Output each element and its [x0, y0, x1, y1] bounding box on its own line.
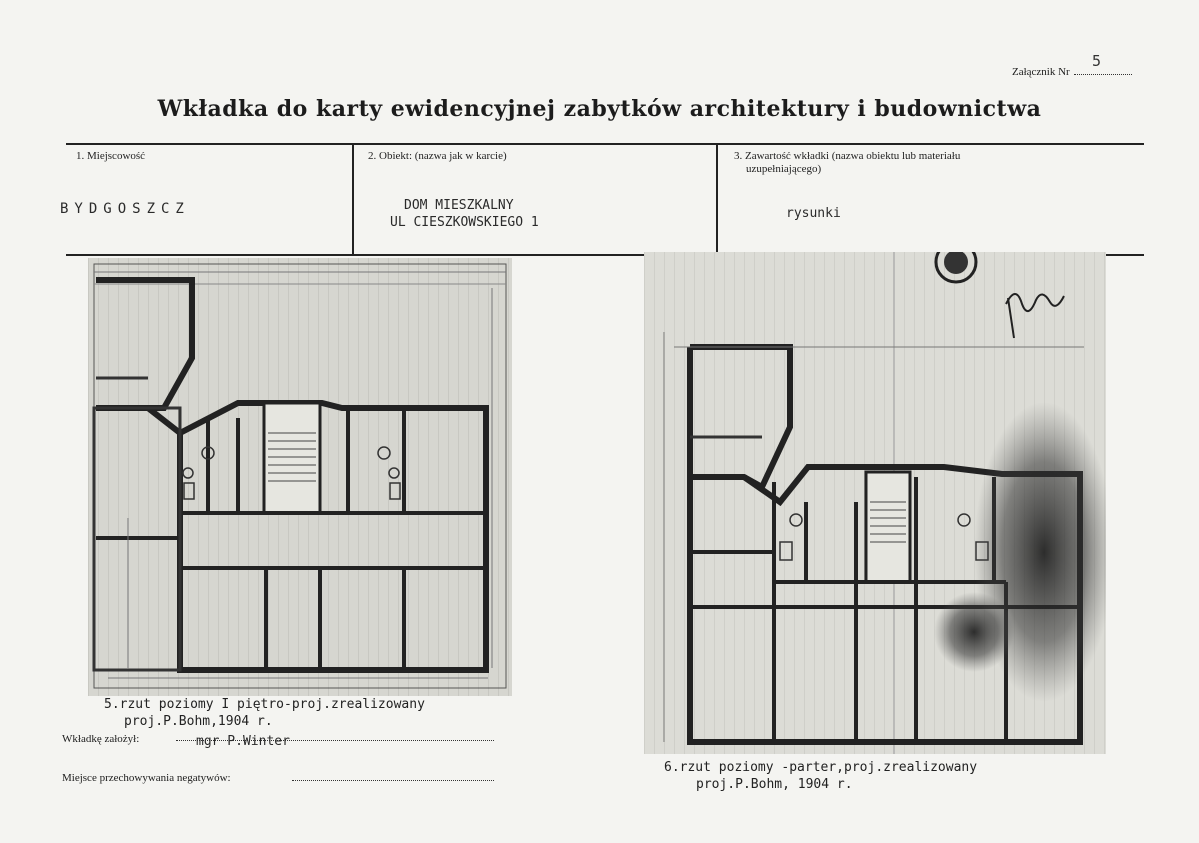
annex-dots: [1074, 74, 1132, 75]
founder-label: Wkładkę założył:: [62, 733, 140, 745]
plan-right-caption-line2: proj.P.Bohm, 1904 r.: [696, 777, 853, 792]
plan-left-caption-line1: 5.rzut poziomy I piętro-proj.zrealizowany: [104, 697, 425, 712]
plan-right-caption-line1: 6.rzut poziomy -parter,proj.zrealizowany: [664, 760, 978, 775]
floor-plan-ground-floor: [644, 252, 1106, 754]
column-divider-2: [716, 143, 718, 254]
annex-label: [1012, 66, 1132, 78]
contents-label-line1: 3. Zawartość wkładki (nazwa obiektu lub materiału: [734, 150, 961, 162]
locality-label: 1. Miejscowość: [76, 150, 146, 162]
contents-value: rysunki: [786, 206, 841, 221]
plan-left-caption-line2: proj.P.Bohm,1904 r.: [124, 714, 273, 729]
column-divider-1: [352, 143, 354, 254]
page-title: Wkładka do karty ewidencyjnej zabytków architektury i budownictwa: [157, 96, 1042, 122]
table-top-border: [66, 143, 1144, 145]
floor-plan-first-floor-drawing: [88, 258, 512, 696]
locality-value: BYDGOSZCZ: [60, 201, 190, 217]
floor-plan-ground-floor-drawing: [644, 252, 1106, 754]
object-label: 2. Obiekt: (nazwa jak w karcie): [368, 150, 507, 162]
object-value-line1: DOM MIESZKALNY: [404, 198, 514, 213]
object-value-line2: UL CIESZKOWSKIEGO 1: [390, 215, 539, 230]
negatives-label: Miejsce przechowywania negatywów:: [62, 772, 231, 784]
annex-number: 5: [1092, 52, 1102, 70]
contents-label-line2: uzupełniającego): [746, 163, 822, 175]
annex-label-text: Załącznik Nr: [1012, 66, 1070, 78]
floor-plan-first-floor: [88, 258, 512, 696]
founder-value: mgr P.Winter: [196, 734, 290, 749]
negatives-dotted-line: [292, 780, 494, 781]
